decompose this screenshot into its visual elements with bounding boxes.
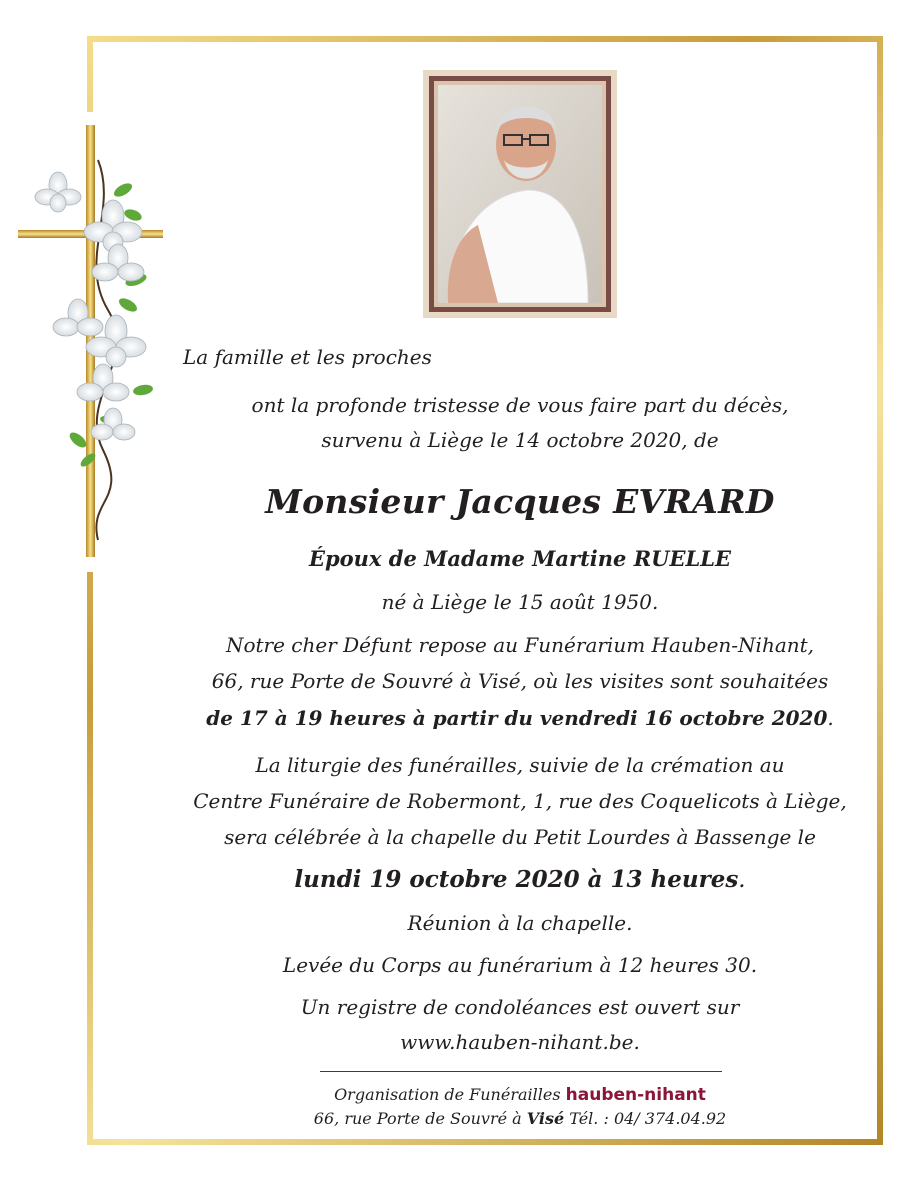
footer-address xyxy=(180,1108,860,1130)
footer-organisation xyxy=(180,1084,860,1106)
footer-phone: Tél. : 04/ 374.04.92 xyxy=(569,1109,727,1128)
repose-line-1: Notre cher Défunt repose au Funérarium Hauben-Nihant, xyxy=(225,633,815,657)
portrait-photo-frame xyxy=(423,70,617,318)
registry-line-1: Un registre de condoléances est ouvert sur xyxy=(300,995,740,1019)
liturgy-line-2: Centre Funéraire de Robermont, 1, rue des Coquelicots à Liège, xyxy=(193,789,847,813)
footer-divider xyxy=(320,1071,722,1072)
liturgy-line-3: sera célébrée à la chapelle du Petit Lourdes à Bassenge le xyxy=(224,825,816,849)
levee-line: Levée du Corps au funérarium à 12 heures 30. xyxy=(282,953,758,977)
birth-line: né à Liège le 15 août 1950. xyxy=(381,590,659,614)
deceased-name: Monsieur Jacques EVRARD xyxy=(265,482,775,521)
liturgy-line-1: La liturgie des funérailles, suivie de la crémation au xyxy=(255,753,785,777)
ceremony-end: . xyxy=(738,867,746,893)
brand-logo-text: hauben-nihant xyxy=(565,1085,706,1105)
visits-end: . xyxy=(827,706,834,730)
registry-website: www.hauben-nihant.be. xyxy=(400,1030,640,1054)
footer-org-prefix: Organisation de Funérailles xyxy=(334,1085,561,1104)
footer-address-prefix: 66, rue Porte de Souvré à xyxy=(313,1109,522,1128)
portrait-photo xyxy=(429,76,611,312)
announcement-line-2: survenu à Liège le 14 octobre 2020, de xyxy=(321,428,719,452)
spouse-line: Époux de Madame Martine RUELLE xyxy=(308,546,732,571)
repose-line-2: 66, rue Porte de Souvré à Visé, où les visites sont souhaitées xyxy=(211,669,829,693)
visits-bold: de 17 à 19 heures à partir du vendredi 16 octobre 2020 xyxy=(206,706,828,730)
cross-with-flowers-icon xyxy=(18,120,168,560)
ceremony-bold: lundi 19 octobre 2020 à 13 heures xyxy=(294,866,739,893)
footer-city: Visé xyxy=(526,1109,565,1128)
announcement-line-1: ont la profonde tristesse de vous faire part du décès, xyxy=(251,393,789,417)
visits-line xyxy=(180,706,860,730)
ceremony-line xyxy=(180,866,860,894)
intro-text: La famille et les proches xyxy=(183,345,432,369)
reunion-line: Réunion à la chapelle. xyxy=(407,911,633,935)
